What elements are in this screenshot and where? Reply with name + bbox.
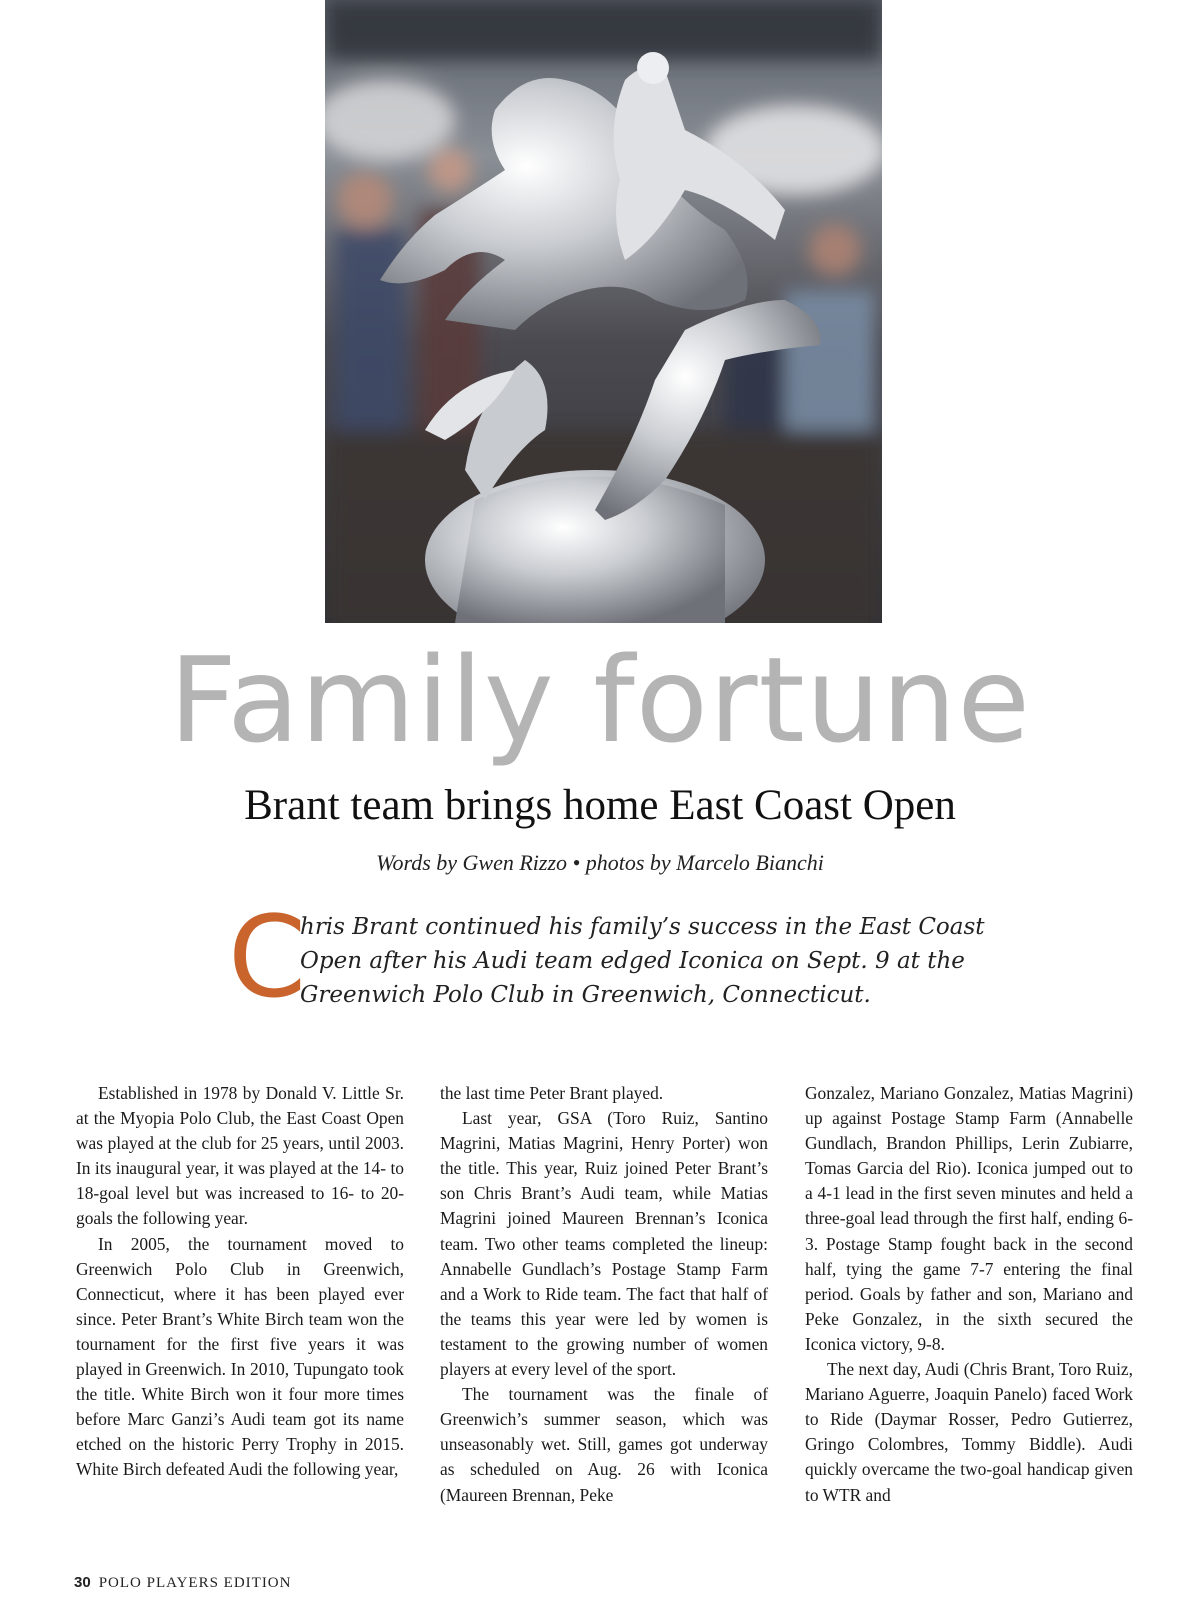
paragraph: The tournament was the finale of Greenwich’s summer season, which was unseasonably wet. Still, games got underway as scheduled on Aug. 26 with Iconica (Maureen Brennan, Peke (440, 1384, 768, 1505)
paragraph: Last year, GSA (Toro Ruiz, Santino Magrini, Matias Magrini, Henry Porter) won the title. This year, Ruiz joined Peter Brant’s son Chris Brant’s Audi team, while Matias Magrini joined Maureen Brennan’s Iconica team. Two other teams completed the lineup: Annabelle Gundlach’s Postage Stamp Farm and a Work to Ride team. The fact that half of the teams this year were led by women is testament to the growing number of women players at every level of the sport. (440, 1108, 768, 1380)
paragraph: the last time Peter Brant played. (440, 1083, 664, 1103)
paragraph: The next day, Audi (Chris Brant, Toro Ruiz, Mariano Aguerre, Joaquin Panelo) faced Work to Ride (Daymar Rosser, Pedro Gutierrez, Gringo Colombres, Tommy Biddle). Audi quickly overcame the two-goal handicap given to WTR and (805, 1359, 1133, 1505)
article-column-3 (805, 1081, 1133, 1508)
deck (228, 893, 988, 1023)
article-column-2 (440, 1081, 768, 1508)
trophy-photo (325, 0, 882, 623)
headline: Family fortune (169, 631, 1031, 769)
page-footer (74, 1574, 291, 1592)
paragraph: Gonzalez, Mariano Gonzalez, Matias Magrini) up against Postage Stamp Farm (Annabelle Gundlach, Brandon Phillips, Lerin Zubiarre, Tomas Garcia del Rio). Iconica jumped out to a 4-1 lead in the first seven minutes and held a three-goal lead through the first half, ending 6-3. Postage Stamp fought back in the second half, tying the game 7-7 entering the final period. Goals by father and son, Mariano and Peke Gonzalez, in the sixth secured the Iconica victory, 9-8. (805, 1083, 1133, 1354)
byline: Words by Gwen Rizzo • photos by Marcelo Bianchi (376, 850, 824, 875)
article-column-1 (76, 1081, 404, 1483)
dropcap-letter: C (228, 893, 307, 1023)
deck-text: hris Brant continued his family’s success in the East Coast Open after his Audi team edged Iconica on Sept. 9 at the Greenwich Polo Club in Greenwich, Connecticut. (300, 914, 985, 1008)
subheadline: Brant team brings home East Coast Open (244, 782, 956, 829)
publication-name: POLO PLAYERS EDITION (98, 1575, 292, 1591)
page-number: 30 (74, 1574, 91, 1591)
paragraph: In 2005, the tournament moved to Greenwich Polo Club in Greenwich, Connecticut, where it has been played ever since. Peter Brant’s White Birch team won the tournament for the first five years it was played in Greenwich. In 2010, Tupungato took the title. White Birch won it four more times before Marc Ganzi’s Audi team got its name etched on the historic Perry Trophy in 2015. White Birch defeated Audi the following year, (76, 1233, 404, 1480)
paragraph: Established in 1978 by Donald V. Little Sr. at the Myopia Polo Club, the East Coast Open was played at the club for 25 years, until 2003. In its inaugural year, it was played at the 14- to 18-goal level but was increased to 16- to 20-goals the following year. (76, 1083, 404, 1229)
